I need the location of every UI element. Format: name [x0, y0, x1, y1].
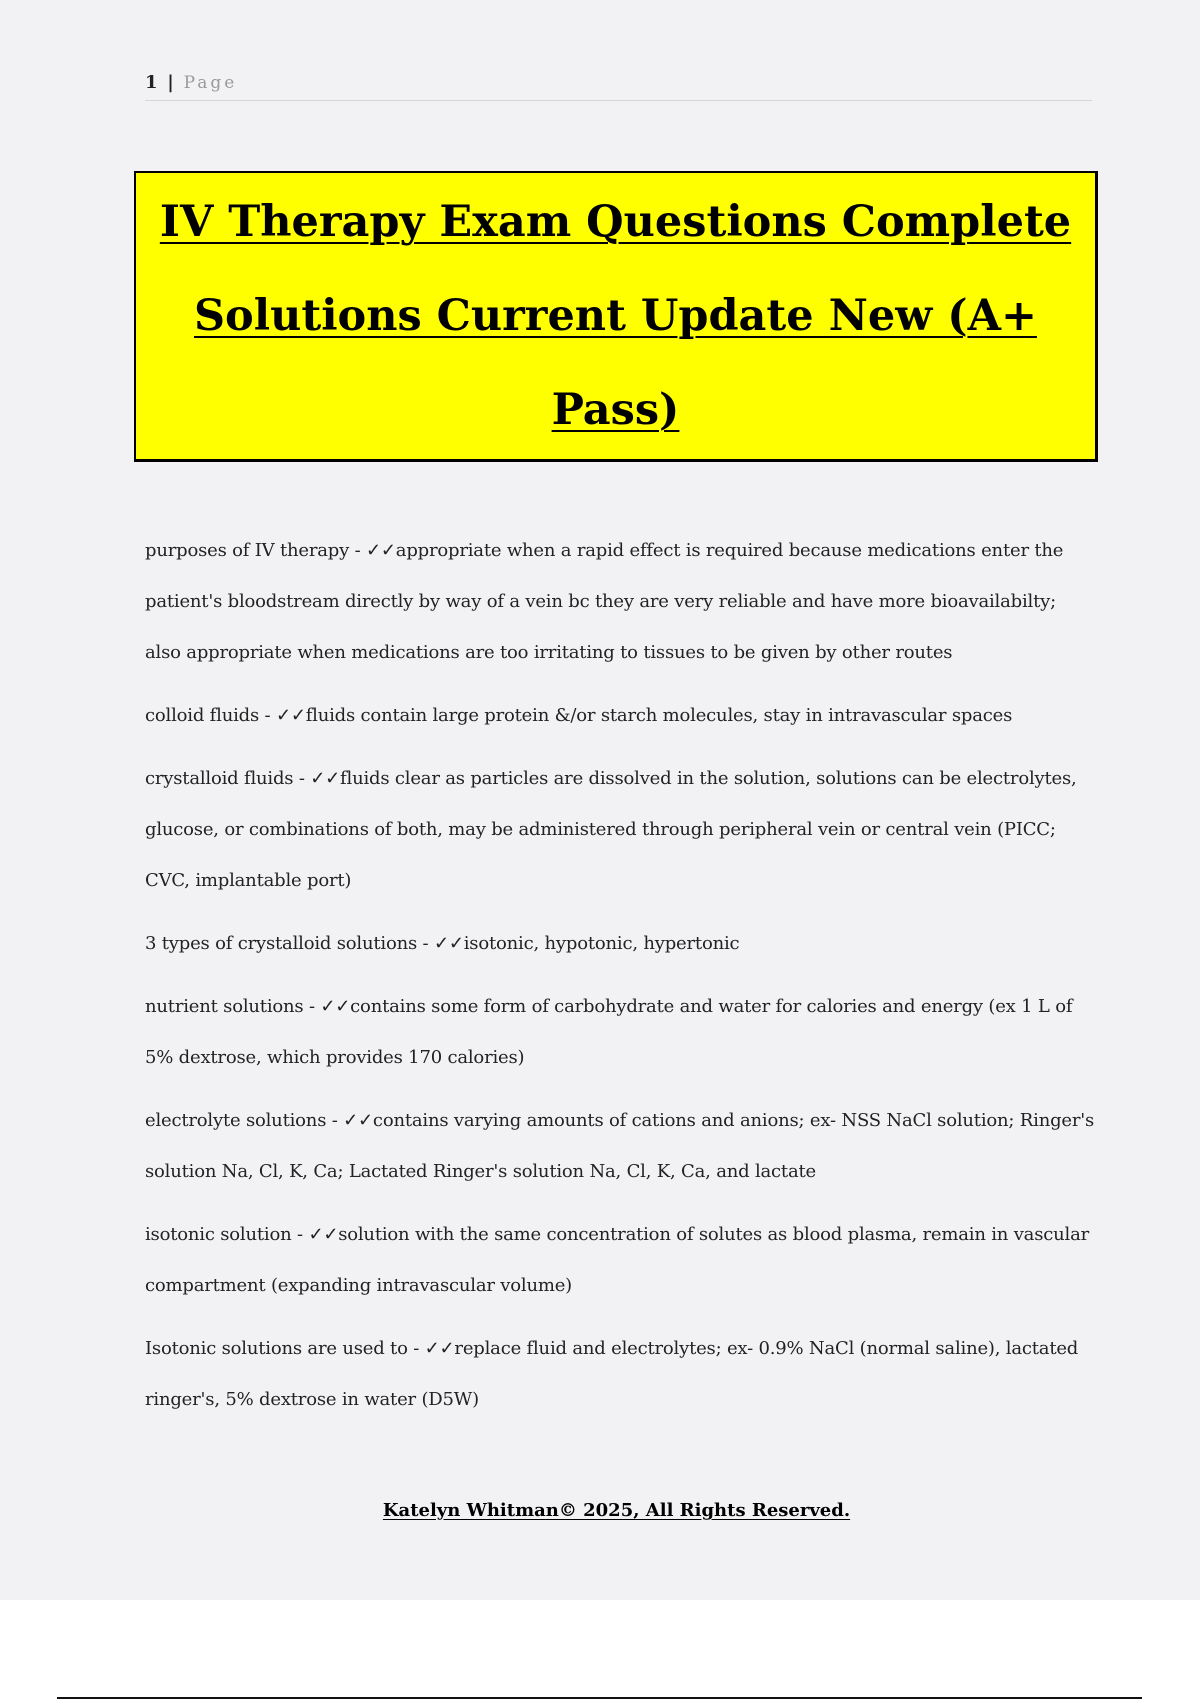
- qa-term: Isotonic solutions are used to -: [145, 1338, 425, 1359]
- qa-entry: [145, 1209, 1095, 1311]
- qa-answer: ✓✓solution with the same concentration of solutes as blood plasma, remain in vascular compartment (expanding intravascular volume): [145, 1224, 1090, 1296]
- qa-answer: ✓✓appropriate when a rapid effect is required because medications enter the patient's bloodstream directly by way of a vein bc they are very reliable and have more bioavailabilty; also appropriate when medications are too irritating to tissues to be given by other routes: [145, 540, 1064, 663]
- page-separator: |: [167, 72, 174, 93]
- copyright-notice: Katelyn Whitman© 2025, All Rights Reserved.: [382, 1500, 851, 1521]
- qa-term: colloid fluids -: [145, 705, 276, 726]
- qa-term: crystalloid fluids -: [145, 768, 310, 789]
- qa-entry: [145, 918, 1095, 969]
- qa-answer: ✓✓replace fluid and electrolytes; ex- 0.9% NaCl (normal saline), lactated ringer's, 5% dextrose in water (D5W): [145, 1338, 1079, 1410]
- qa-term: purposes of IV therapy -: [145, 540, 366, 561]
- qa-answer: ✓✓isotonic, hypotonic, hypertonic: [433, 933, 740, 954]
- page-footer: [0, 1500, 1200, 1521]
- qa-term: isotonic solution -: [145, 1224, 308, 1245]
- qa-term: 3 types of crystalloid solutions -: [145, 933, 434, 954]
- page-label: Page: [183, 73, 238, 93]
- document-title: IV Therapy Exam Questions Complete Solutions Current Update New (A+ Pass): [159, 197, 1072, 435]
- qa-entry: [145, 981, 1095, 1083]
- qa-term: nutrient solutions -: [145, 996, 320, 1017]
- qa-entry: [145, 1323, 1095, 1425]
- qa-entry: [145, 753, 1095, 906]
- qa-entry: [145, 690, 1095, 741]
- qa-term: electrolyte solutions -: [145, 1110, 343, 1131]
- qa-entry: [145, 1095, 1095, 1197]
- bottom-divider: [57, 1697, 1142, 1699]
- page-number: 1: [145, 72, 158, 93]
- qa-list: [145, 525, 1095, 1437]
- qa-answer: ✓✓fluids contain large protein &/or starch molecules, stay in intravascular spaces: [275, 705, 1013, 726]
- qa-entry: [145, 525, 1095, 678]
- qa-answer: ✓✓contains varying amounts of cations and anions; ex- NSS NaCl solution; Ringer's solution Na, Cl, K, Ca; Lactated Ringer's solution Na, Cl, K, Ca, and lactate: [145, 1110, 1095, 1182]
- qa-answer: ✓✓contains some form of carbohydrate and water for calories and energy (ex 1 L of 5% dextrose, which provides 170 calories): [145, 996, 1073, 1068]
- qa-answer: ✓✓fluids clear as particles are dissolved in the solution, solutions can be electrolytes, glucose, or combinations of both, may be administered through peripheral vein or central vein (PICC; CVC, implantable port): [145, 768, 1077, 891]
- page-header: [145, 72, 1092, 101]
- title-box: [134, 171, 1098, 462]
